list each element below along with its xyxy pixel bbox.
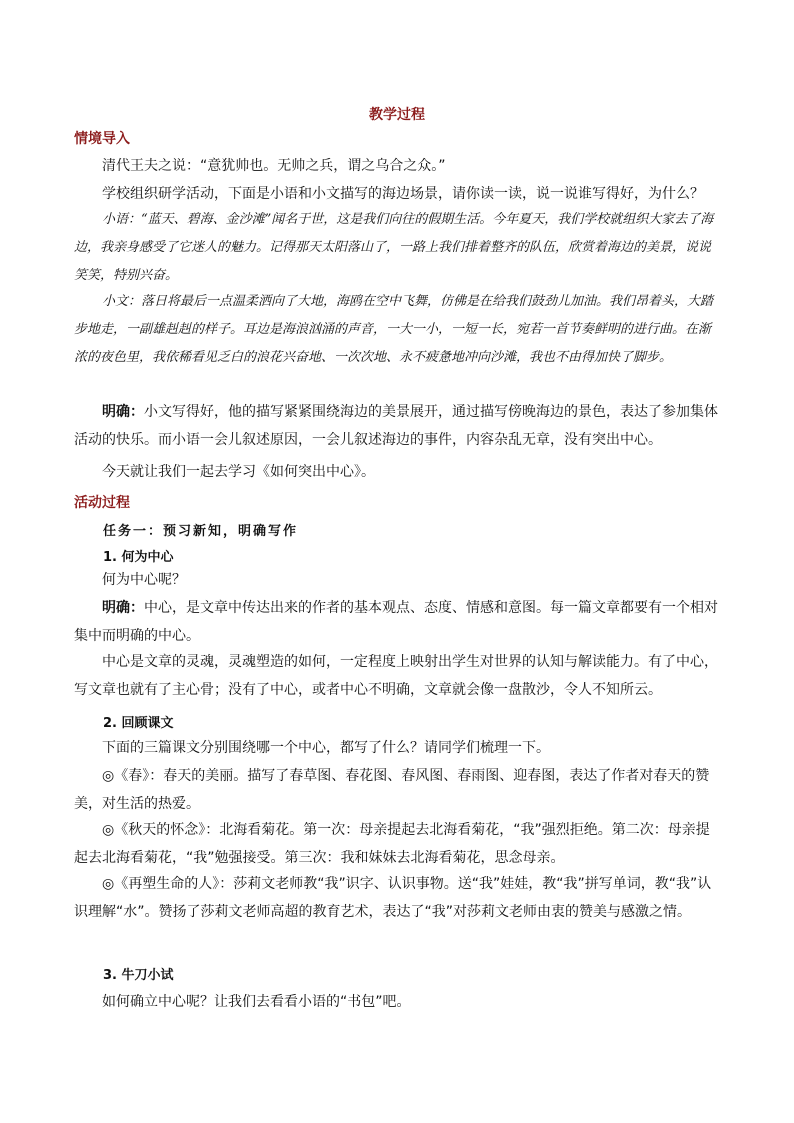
item1-question: 何为中心呢？ <box>102 572 186 588</box>
xiaowen-passage: 小文：落日将最后一点温柔洒向了大地，海鸥在空中飞舞，仿佛是在给我们鼓劲儿加油。我们昂着头，大踏步地走，一副雄赳赳的样子。耳边是海浪汹涌的声音，一大一小，一短一长，宛若一首节奏鲜明的进行曲。在渐浓的夜色里，我依稀看见乏白的浪花兴奋地、一次次地、永不疲惫地冲向沙滩，我也不由得加快了脚步。 <box>74 294 714 365</box>
section-heading-activity: 活动过程 <box>74 495 130 511</box>
item2-intro: 下面的三篇课文分别围绕哪一个中心，都写了什么？请同学们梳理一下。 <box>102 740 550 756</box>
section-heading-intro: 情境导入 <box>74 131 130 147</box>
item1-answer-text: 中心，是文章中传达出来的作者的基本观点、态度、情感和意图。每一篇文章都要有一个相对集中而明确的中心。 <box>74 600 718 644</box>
item3-title: 3. 牛刀小试 <box>103 968 174 983</box>
intro-answer <box>74 398 722 454</box>
intro-transition: 今天就让我们一起去学习《如何突出中心》。 <box>102 464 375 480</box>
item2-qiutian: ◎《秋天的怀念》：北海看菊花。第一次：母亲提起去北海看菊花，“我”强烈拒绝。第二次：母亲提起去北海看菊花，“我”勉强接受。第三次：我和妹妹去北海看菊花，思念母亲。 <box>74 822 710 866</box>
answer-text: 小文写得好，他的描写紧紧围绕海边的美景展开，通过描写傍晚海边的景色，表达了参加集体活动的快乐。而小语一会儿叙述原因，一会儿叙述海边的事件，内容杂乱无章，没有突出中心。 <box>74 404 718 448</box>
answer-label: 明确： <box>102 404 144 420</box>
item1-answer <box>74 594 722 650</box>
item3-text: 如何确立中心呢？让我们去看看小语的“书包”吧。 <box>102 994 411 1010</box>
xiaoyu-passage: 小语：“蓝天、碧海、金沙滩”闻名于世，这是我们向往的假期生活。今年夏天，我们学校就组织大家去了海边，我亲身感受了它迷人的魅力。记得那天太阳落山了，一路上我们排着整齐的队伍，欣赏着海边的美景，说说笑笑，特别兴奋。 <box>74 212 714 283</box>
page-title: 教学过程 <box>369 107 425 123</box>
task1-label: 任务一：预习新知，明确写作 <box>103 524 299 539</box>
item2-chun: ◎《春》：春天的美丽。描写了春草图、春花图、春风图、春雨图、迎春图，表达了作者对春天的赞美，对生活的热爱。 <box>74 768 710 812</box>
item2-zaisu: ◎《再塑生命的人》：莎莉文老师教“我”识字、认识事物。送“我”娃娃，教“我”拼写单词，教“我”认识理解“水”。赞扬了莎莉文老师高超的教育艺术，表达了“我”对莎莉文老师由衷的赞美与感激之情。 <box>74 876 712 920</box>
item1-title: 1. 何为中心 <box>103 550 174 565</box>
intro-quote: 清代王夫之说：“意犹帅也。无帅之兵，谓之乌合之众。” <box>102 158 446 174</box>
item1-answer-label: 明确： <box>102 600 144 616</box>
item1-extra: 中心是文章的灵魂，灵魂塑造的如何，一定程度上映射出学生对世界的认知与解读能力。有了中心，写文章也就有了主心骨；没有了中心，或者中心不明确，文章就会像一盘散沙，令人不知所云。 <box>74 654 718 698</box>
item2-title: 2. 回顾课文 <box>103 716 174 731</box>
intro-prompt: 学校组织研学活动，下面是小语和小文描写的海边场景，请你读一读，说一说谁写得好，为什么？ <box>102 186 704 202</box>
